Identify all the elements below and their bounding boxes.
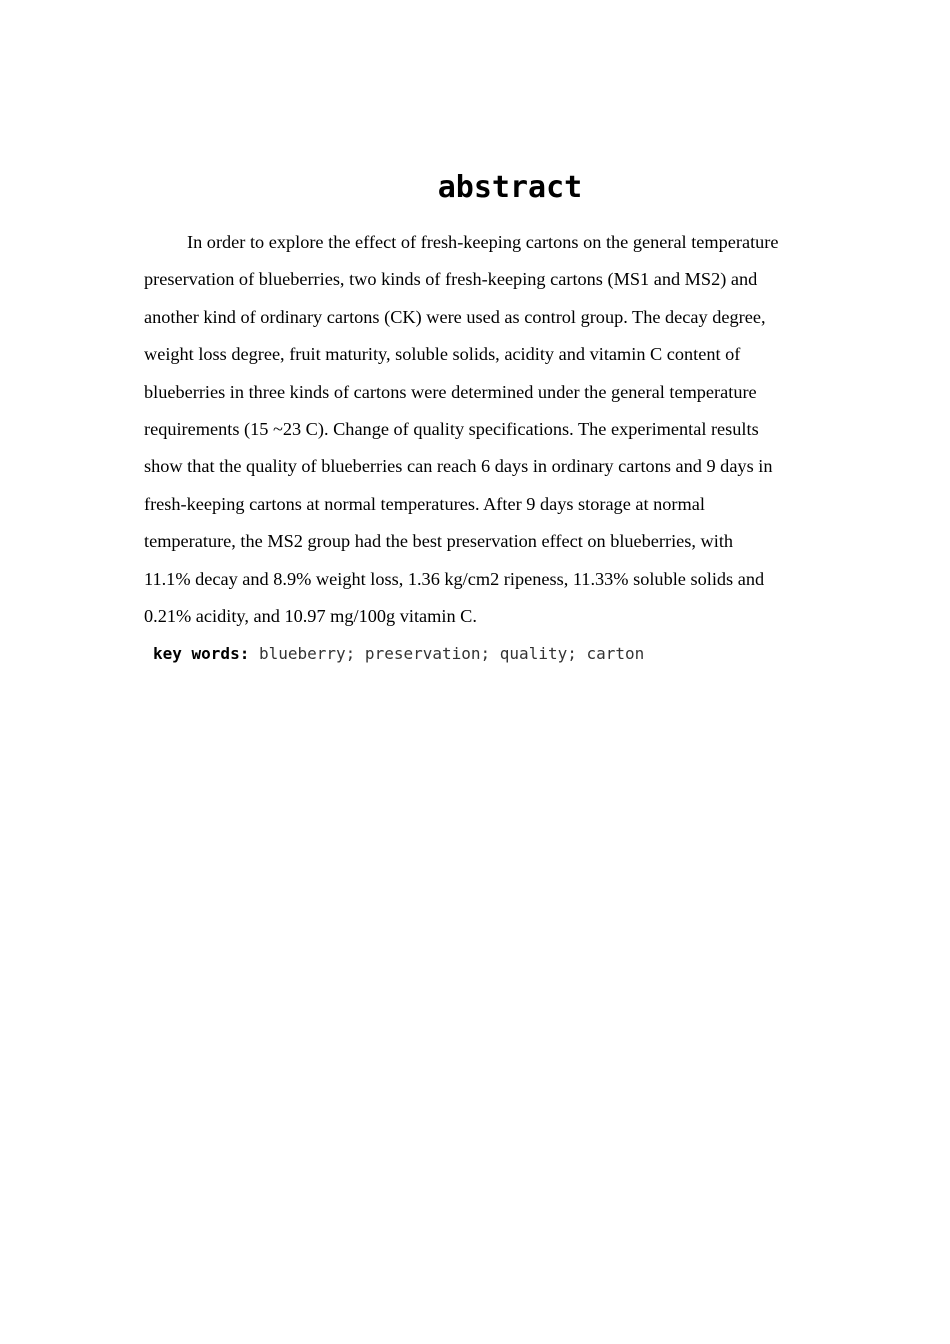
keywords-values: blueberry; preservation; quality; carton: [258, 644, 645, 663]
abstract-line: temperature, the MS2 group had the best preservation effect on blueberries, with: [144, 531, 734, 552]
keywords: [153, 640, 644, 668]
abstract-line: preservation of blueberries, two kinds of fresh-keeping cartons (MS1 and MS2) and: [144, 269, 758, 290]
abstract-body: [144, 224, 812, 635]
abstract-line: In order to explore the effect of fresh-keeping cartons on the general temperature: [187, 232, 779, 252]
abstract-line: 11.1% decay and 8.9% weight loss, 1.36 kg/cm2 ripeness, 11.33% soluble solids and: [144, 568, 765, 589]
abstract-line: 0.21% acidity, and 10.97 mg/100g vitamin C.: [144, 606, 477, 627]
keywords-label: key words:: [153, 644, 250, 663]
abstract-line: fresh-keeping cartons at normal temperatures. After 9 days storage at normal: [144, 493, 705, 514]
abstract-line: requirements (15 ~23 C). Change of quality specifications. The experimental results: [144, 419, 759, 440]
abstract-line: show that the quality of blueberries can reach 6 days in ordinary cartons and 9 days in: [144, 456, 773, 477]
abstract-line: another kind of ordinary cartons (CK) were used as control group. The decay degree,: [144, 306, 766, 327]
abstract-line: weight loss degree, fruit maturity, soluble solids, acidity and vitamin C content of: [144, 344, 741, 365]
abstract-line: blueberries in three kinds of cartons were determined under the general temperature: [144, 381, 757, 402]
abstract-title: abstract: [437, 170, 583, 205]
